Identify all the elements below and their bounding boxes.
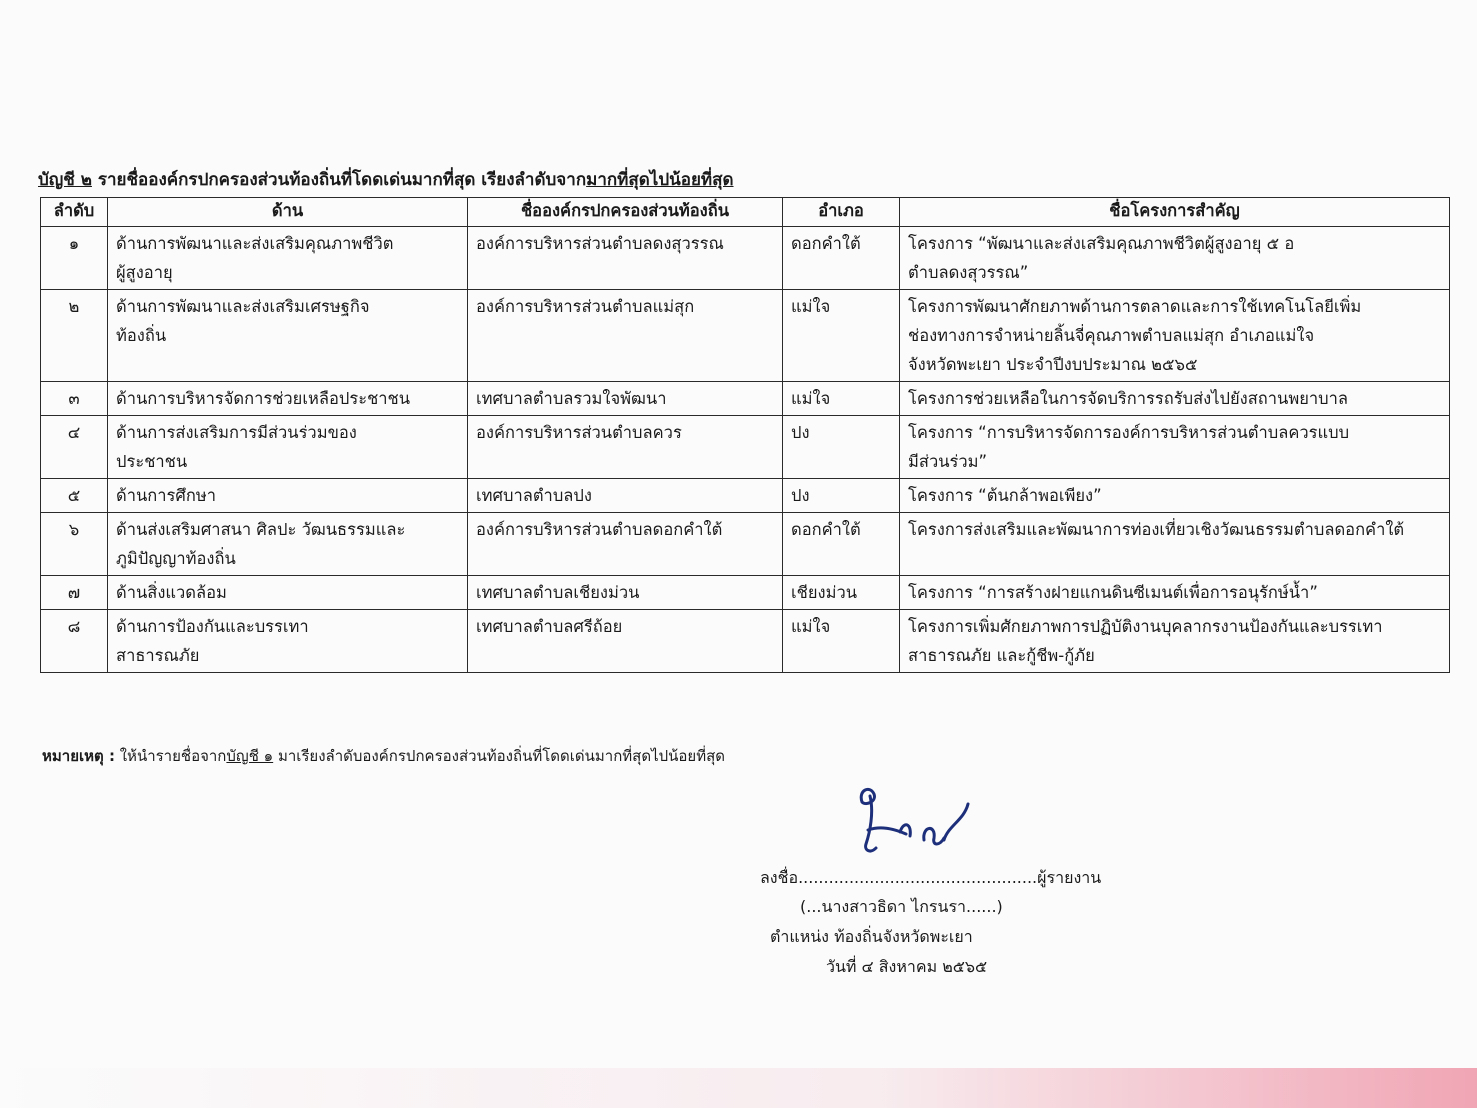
organization-cell: เทศบาลตำบลเชียงม่วน [468,576,783,610]
rank-cell: ๒ [41,290,108,382]
project-cell [900,479,1450,513]
table-row [41,576,1450,610]
aspect-line: ด้านการส่งเสริมการมีส่วนร่วมของ [116,423,357,442]
table-row [41,610,1450,673]
project-line: จังหวัดพะเยา ประจำปีงบประมาณ ๒๕๖๕ [908,355,1198,374]
signature-date: วันที่ ๔ สิงหาคม ๒๕๖๕ [826,957,988,976]
rank-cell: ๑ [41,227,108,290]
aspect-cell [108,576,468,610]
project-cell [900,513,1450,576]
project-line: โครงการส่งเสริมและพัฒนาการท่องเที่ยวเชิงวัฒนธรรมตำบลดอกคำใต้ [908,520,1405,539]
district-cell: แม่ใจ [783,290,900,382]
rank-cell: ๖ [41,513,108,576]
district-cell: แม่ใจ [783,382,900,416]
table-row [41,382,1450,416]
page-bottom-tint [0,1068,1477,1108]
table-row [41,513,1450,576]
project-cell [900,290,1450,382]
rank-cell: ๗ [41,576,108,610]
header-aspect: ด้าน [108,198,468,227]
rank-cell: ๓ [41,382,108,416]
district-cell: ปง [783,479,900,513]
project-cell [900,576,1450,610]
heading-text: รายชื่อองค์กรปกครองส่วนท้องถิ่นที่โดดเด่นมากที่สุด เรียงลำดับจาก [91,170,587,190]
rank-cell: ๔ [41,416,108,479]
aspect-line: ผู้สูงอายุ [116,263,173,282]
aspect-line: ท้องถิ่น [116,326,167,345]
project-line: โครงการ “การสร้างฝายแกนดินซีเมนต์เพื่อการอนุรักษ์น้ำ” [908,583,1318,602]
aspect-line: ด้านการบริหารจัดการช่วยเหลือประชาชน [116,389,411,408]
aspect-line: ภูมิปัญญาท้องถิ่น [116,549,236,568]
table-header-row [41,198,1450,227]
aspect-line: ด้านสิ่งแวดล้อม [116,583,227,602]
project-line: มีส่วนร่วม” [908,452,988,471]
project-cell [900,416,1450,479]
project-cell [900,382,1450,416]
rank-cell: ๘ [41,610,108,673]
project-line: โครงการ “ต้นกล้าพอเพียง” [908,486,1102,505]
table-row [41,290,1450,382]
aspect-line: สาธารณภัย [116,646,200,665]
table-row [41,227,1450,290]
aspect-cell [108,227,468,290]
table-row [41,416,1450,479]
aspect-line: ด้านการป้องกันและบรรเทา [116,617,309,636]
signer-position: ตำแหน่ง ท้องถิ่นจังหวัดพะเยา [770,927,973,946]
signer-name: (...นางสาวธิดา ไกรนรา......) [800,897,1003,916]
organization-cell: เทศบาลตำบลรวมใจพัฒนา [468,382,783,416]
ranking-table [40,197,1450,673]
header-project: ชื่อโครงการสำคัญ [900,198,1450,227]
footnote [42,744,942,768]
district-cell: เชียงม่วน [783,576,900,610]
organization-cell: องค์การบริหารส่วนตำบลดงสุวรรณ [468,227,783,290]
footnote-text-end: มาเรียงลำดับองค์กรปกครองส่วนท้องถิ่นที่โดดเด่นมากที่สุดไปน้อยที่สุด [273,747,725,765]
rank-cell: ๕ [41,479,108,513]
project-line: สาธารณภัย และกู้ชีพ-กู้ภัย [908,646,1095,665]
project-line: โครงการ “พัฒนาและส่งเสริมคุณภาพชีวิตผู้สูงอายุ ๕ อ [908,234,1295,253]
aspect-line: ด้านการศึกษา [116,486,216,505]
aspect-line: ด้านการพัฒนาและส่งเสริมคุณภาพชีวิต [116,234,394,253]
aspect-cell [108,382,468,416]
document-heading [38,166,1338,193]
project-line: โครงการ “การบริหารจัดการองค์การบริหารส่วนตำบลควรแบบ [908,423,1350,442]
district-cell: ปง [783,416,900,479]
organization-cell: องค์การบริหารส่วนตำบลดอกคำใต้ [468,513,783,576]
organization-cell: องค์การบริหารส่วนตำบลแม่สุก [468,290,783,382]
aspect-line: ด้านการพัฒนาและส่งเสริมเศรษฐกิจ [116,297,370,316]
project-cell [900,610,1450,673]
project-line: ช่องทางการจำหน่ายลิ้นจี่คุณภาพตำบลแม่สุก อำเภอแม่ใจ [908,326,1315,345]
header-organization: ชื่อองค์กรปกครองส่วนท้องถิ่น [468,198,783,227]
aspect-cell [108,416,468,479]
header-district: อำเภอ [783,198,900,227]
header-rank: ลำดับ [41,198,108,227]
project-line: โครงการช่วยเหลือในการจัดบริการรถรับส่งไปยังสถานพยาบาล [908,389,1348,408]
project-cell [900,227,1450,290]
footnote-text: ให้นำรายชื่อจาก [114,747,227,765]
aspect-cell [108,290,468,382]
table-row [41,479,1450,513]
signature-line: ลงชื่อ...............................................ผู้รายงาน [760,868,1102,887]
footnote-underlined: บัญชี ๑ [226,747,274,765]
organization-cell: เทศบาลตำบลศรีถ้อย [468,610,783,673]
organization-cell: องค์การบริหารส่วนตำบลควร [468,416,783,479]
project-line: โครงการพัฒนาศักยภาพด้านการตลาดและการใช้เทคโนโลยีเพิ่ม [908,297,1362,316]
heading-prefix: บัญชี ๒ [38,170,92,190]
aspect-cell [108,479,468,513]
organization-cell: เทศบาลตำบลปง [468,479,783,513]
aspect-line: ด้านส่งเสริมศาสนา ศิลปะ วัฒนธรรมและ [116,520,406,539]
aspect-line: ประชาชน [116,452,188,471]
district-cell: ดอกคำใต้ [783,227,900,290]
heading-underlined: มากที่สุดไปน้อยที่สุด [586,170,734,190]
aspect-cell [108,513,468,576]
project-line: โครงการเพิ่มศักยภาพการปฏิบัติงานบุคลากรงานป้องกันและบรรเทา [908,617,1383,636]
footnote-label: หมายเหตุ : [42,747,115,765]
handwritten-signature [840,780,990,870]
project-line: ตำบลดงสุวรรณ” [908,263,1029,282]
district-cell: แม่ใจ [783,610,900,673]
district-cell: ดอกคำใต้ [783,513,900,576]
aspect-cell [108,610,468,673]
table-body [41,227,1450,673]
